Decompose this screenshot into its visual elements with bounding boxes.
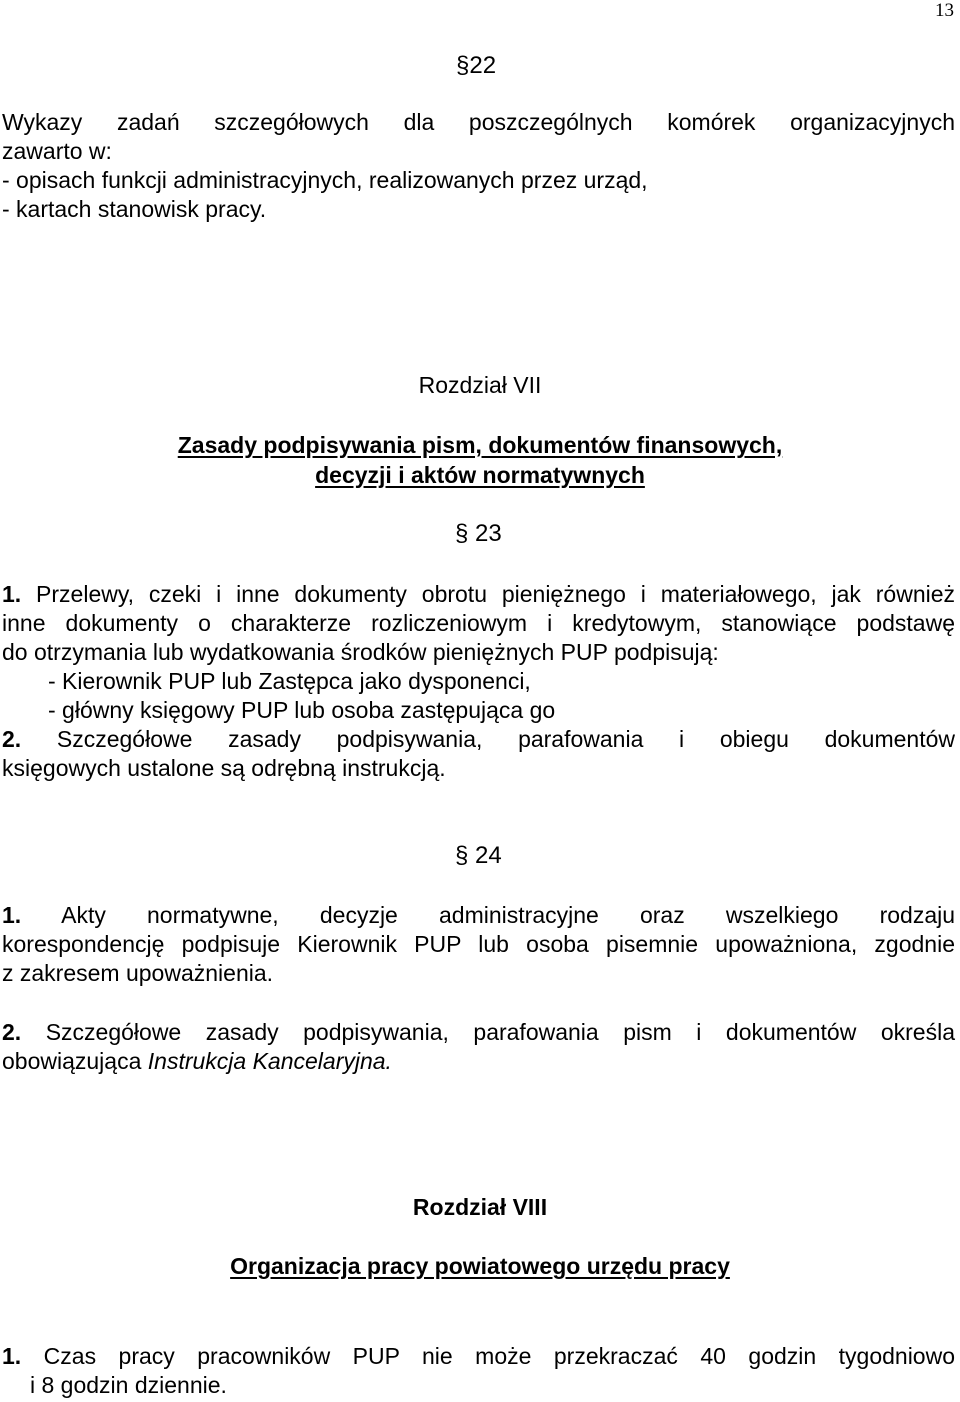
s22-line-4: - kartach stanowisk pracy. [2, 196, 267, 222]
ch8-p1-number: 1. [2, 1343, 22, 1369]
s24-p2-text: Szczegółowe zasady podpisywania, parafowania pism i dokumentów określa [45, 1019, 955, 1045]
s24-p1-line-2: korespondencję podpisuje Kierownik PUP lub osoba pisemnie upoważniona, zgodnie [2, 931, 955, 957]
s22-line-1: Wykazy zadań szczegółowych dla poszczególnych komórek organizacyjnych [2, 109, 955, 135]
s23-p2-text: Szczegółowe zasady podpisywania, parafowania i obiegu dokumentów [56, 726, 956, 752]
s24-p2-line-1 [2, 1018, 955, 1047]
chapter-8-subtitle: Organizacja pracy powiatowego urzędu pracy [230, 1253, 730, 1279]
s24-p1-number: 1. [2, 902, 22, 928]
s24-p1-line-1 [2, 901, 955, 930]
ch8-p1-line-2: i 8 godzin dziennie. [30, 1372, 227, 1398]
s23-p2-line-2: księgowych ustalone są odrębną instrukcją. [2, 755, 446, 781]
section-22-heading: §22 [456, 52, 497, 79]
page-number: 13 [935, 0, 954, 21]
s24-p1-text: Akty normatywne, decyzje administracyjne oraz wszelkiego rodzaju [61, 902, 956, 928]
chapter-8-title: Rozdział VIII [412, 1194, 548, 1220]
section-24-heading: § 24 [455, 842, 502, 869]
s22-line-3: - opisach funkcji administracyjnych, realizowanych przez urząd, [2, 167, 648, 193]
s24-p1-line-3: z zakresem upoważnienia. [2, 960, 274, 986]
s23-p2-line-1 [2, 725, 955, 754]
s23-p1-number: 1. [2, 581, 22, 607]
instruction-title: Instrukcja Kancelaryjna. [147, 1048, 392, 1074]
s23-p1-line-2: inne dokumenty o charakterze rozliczeniowym i kredytowym, stanowiące podstawę [2, 610, 955, 636]
ch8-p1-text: Czas pracy pracowników PUP nie może przekraczać 40 godzin tygodniowo [43, 1343, 956, 1369]
s22-line-2: zawarto w: [2, 138, 112, 164]
s23-p1-text: Przelewy, czeki i inne dokumenty obrotu pieniężnego i materiałowego, jak również [36, 581, 956, 607]
chapter-7-title: Rozdział VII [418, 372, 542, 398]
s24-p2-number: 2. [2, 1019, 22, 1045]
ch8-p1-line-1 [2, 1342, 955, 1371]
chapter-7-subtitle-line-2: decyzji i aktów normatywnych [315, 462, 645, 488]
s24-p2-line-2 [2, 1047, 392, 1076]
s23-bullet-1: - Kierownik PUP lub Zastępca jako dysponenci, [48, 668, 531, 694]
s23-p1-line-1 [2, 580, 955, 609]
s23-bullet-2: - główny księgowy PUP lub osoba zastępująca go [48, 697, 556, 723]
s23-p2-number: 2. [2, 726, 22, 752]
section-23-heading: § 23 [455, 520, 502, 547]
s24-p2-prefix: obowiązująca [2, 1048, 148, 1074]
chapter-7-subtitle-line-1: Zasady podpisywania pism, dokumentów finansowych, [177, 432, 783, 458]
s23-p1-line-3: do otrzymania lub wydatkowania środków pieniężnych PUP podpisują: [2, 639, 719, 665]
